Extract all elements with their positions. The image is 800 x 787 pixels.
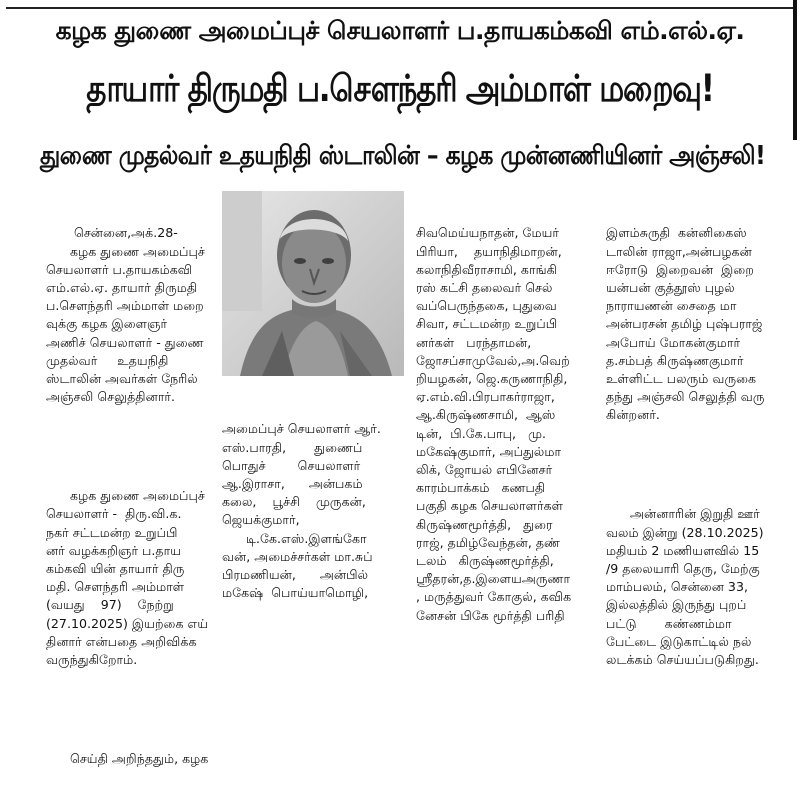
article-column-3: [416, 188, 596, 643]
elderly-woman-portrait-photo: [222, 191, 404, 376]
kicker-line: கழக துணை அமைப்புச் செயலாளர் ப.தாயகம்கவி எம்.எல்.ஏ.: [55, 16, 745, 45]
article-column-2: [222, 384, 405, 621]
article-paragraph: அன்னாரின் இறுதி ஊர் வலம் இன்று (28.10.2025) மதியம் 2 மணியளவில் 15 /9 தலையாரி தெரு, மேற்கு மாம்பலம், சென்னை 33, இல்லத்தில் இருந்து புறப் பட்டு கண்ணம்மா பேட்டை இடுகாட்டில் நல் லடக்கம் செய்யப்படுகிறது.: [606, 506, 764, 668]
article-paragraph: இளம்சுருதி கன்னிகைஸ் டாலின் ராஜா,அன்பழகன் ஈரோடு இறைவன் இறை யன்பன் குத்தூஸ் புழல் நாராயணன் சைதை மா அன்பரசன் தமிழ் புஷ்பராஜ் அபோய் மோகன்குமார் த.சம்பத் கிருஷ்ணகுமார் உள்ளிட்ட பலரும் வருகை தந்து அஞ்சலி செலுத்தி வரு கின்றனர்.: [606, 225, 765, 423]
article-paragraph: சென்னை,அக்.28- கழக துணை அமைப்புச் செயலாளர் ப.தாயகம்கவி எம்.எல்.ஏ. தாயார் திருமதி ப.சௌந்தரி அம்மாள் மறை வுக்கு கழக இளைஞர் அணிச் செயலாளர் - துணை முதல்வர் உதயநிதி ஸ்டாலின் அவர்கள் நேரில் அஞ்சலி செலுத்தினார்.: [46, 225, 205, 405]
article-column-1: [46, 188, 216, 787]
top-rule: [6, 7, 794, 9]
article-column-4: [606, 188, 796, 687]
subheadline: துணை முதல்வர் உதயநிதி ஸ்டாலின் – கழக முன்னணியினர் அஞ்சலி!: [40, 141, 766, 171]
article-paragraph: சிவமெய்யநாதன், மேயர் பிரியா, தயாநிதிமாறன், கலாநிதிவீராசாமி, காங்கி ரஸ் கட்சி தலைவர் செல் வப்பெருந்தகை, புதுவை சிவா, சட்டமன்ற உறுப்பி னர்கள் பரந்தாமன், ஜோசப்சாமுவேல்,அ.வெற் றியழகன், ஜெ.கருணாநிதி, ஏ.எம்.வி.பிரபாகர்ராஜா, ஆ.கிருஷ்ணசாமி, ஆஸ் டின், பி.கே.பாபு, மு. மகேஷ்குமார், அப்துல்மா லிக், ஜோயல் எபினேசர் காரம்பாக்கம் கணபதி பகுதி கழக செயலாளர்கள் கிருஷ்ணமூர்த்தி, துரை ராஜ், தமிழ்வேந்தன், தண் டலம் கிருஷ்ணமூர்த்தி, ஸ்ரீதரன்,த.இளையஅருணா , மருத்துவர் கோகுல், கவிக னேசன் பிகே மூர்த்தி பரிதி: [416, 225, 572, 623]
article-paragraph: கழக துணை அமைப்புச் செயலாளர் - திரு.வி.க. நகர் சட்டமன்ற உறுப்பி னர் வழக்கறிஞர் ப.தாய கம்கவி யின் தாயார் திரு மதி. சௌந்தரி அம்மாள் (வயது 97) நேற்று (27.10.2025) இயற்கை எய் தினார் என்பதை அறிவிக்க வருந்துகிறோம்.: [46, 488, 209, 668]
article-paragraph: அமைப்புச் செயலாளர் ஆர். எஸ்.பாரதி, துணைப் பொதுச் செயலாளர் ஆ.இராசா, அன்பகம் கலை, பூச்சி முருகன், ஜெயக்குமார், டி.கே.எஸ்.இளங்கோ வன், அமைச்சர்கள் மா.சுப் பிரமணியன், அன்பில் மகேஷ் பொய்யாமொழி,: [222, 421, 381, 601]
portrait-photo-icon: [222, 191, 404, 376]
article-paragraph: செய்தி அறிந்ததும், கழக: [46, 751, 209, 767]
headline: தாயார் திருமதி ப.சௌந்தரி அம்மாள் மறைவு!: [86, 67, 714, 110]
